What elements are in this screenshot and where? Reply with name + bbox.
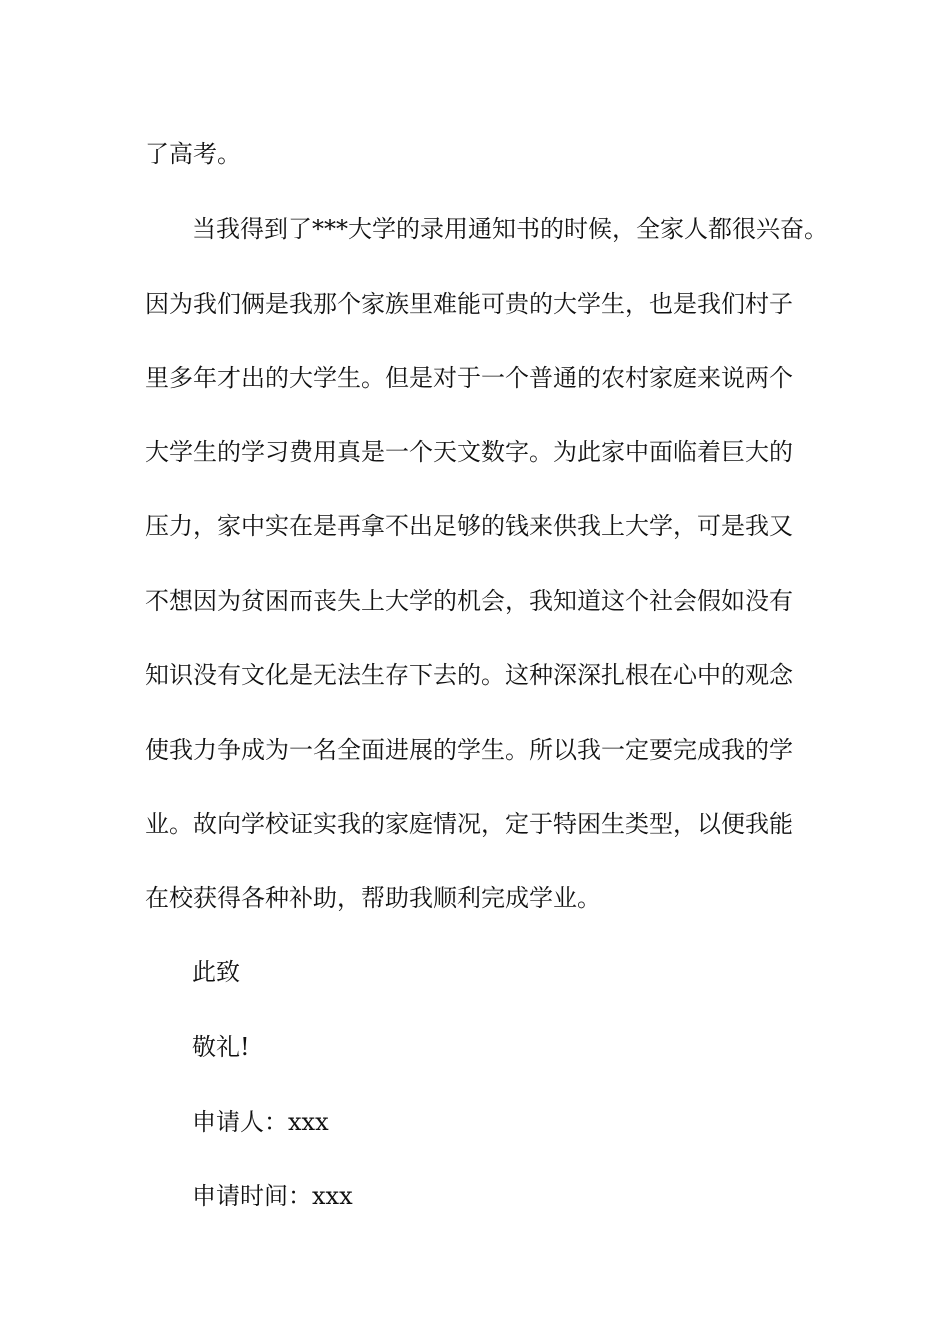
body-line: 大学生的学习费用真是一个天文数字。为此家中面临着巨大的 — [145, 438, 793, 466]
body-line: 里多年才出的大学生。但是对于一个普通的农村家庭来说两个 — [145, 364, 793, 392]
body-line: 压力，家中实在是再拿不出足够的钱来供我上大学，可是我又 — [145, 512, 793, 540]
body-line: 使我力争成为一名全面进展的学生。所以我一定要完成我的学 — [145, 736, 793, 764]
applicant-line: 申请人：xxx — [192, 1108, 329, 1136]
regards: 敬礼! — [192, 1033, 250, 1061]
body-line: 知识没有文化是无法生存下去的。这种深深扎根在心中的观念 — [145, 661, 793, 689]
application-date-line: 申请时间：xxx — [192, 1182, 353, 1210]
body-line: 业。故向学校证实我的家庭情况，定于特困生类型，以便我能 — [145, 810, 793, 838]
body-line: 在校获得各种补助，帮助我顺利完成学业。 — [145, 884, 601, 912]
body-line: 不想因为贫困而丧失上大学的机会，我知道这个社会假如没有 — [145, 587, 793, 615]
salutation: 此致 — [192, 958, 240, 986]
body-line: 当我得到了***大学的录用通知书的时候，全家人都很兴奋。 — [192, 215, 828, 243]
body-line: 因为我们俩是我那个家族里难能可贵的大学生，也是我们村子 — [145, 290, 793, 318]
body-line: 了高考。 — [145, 140, 241, 168]
